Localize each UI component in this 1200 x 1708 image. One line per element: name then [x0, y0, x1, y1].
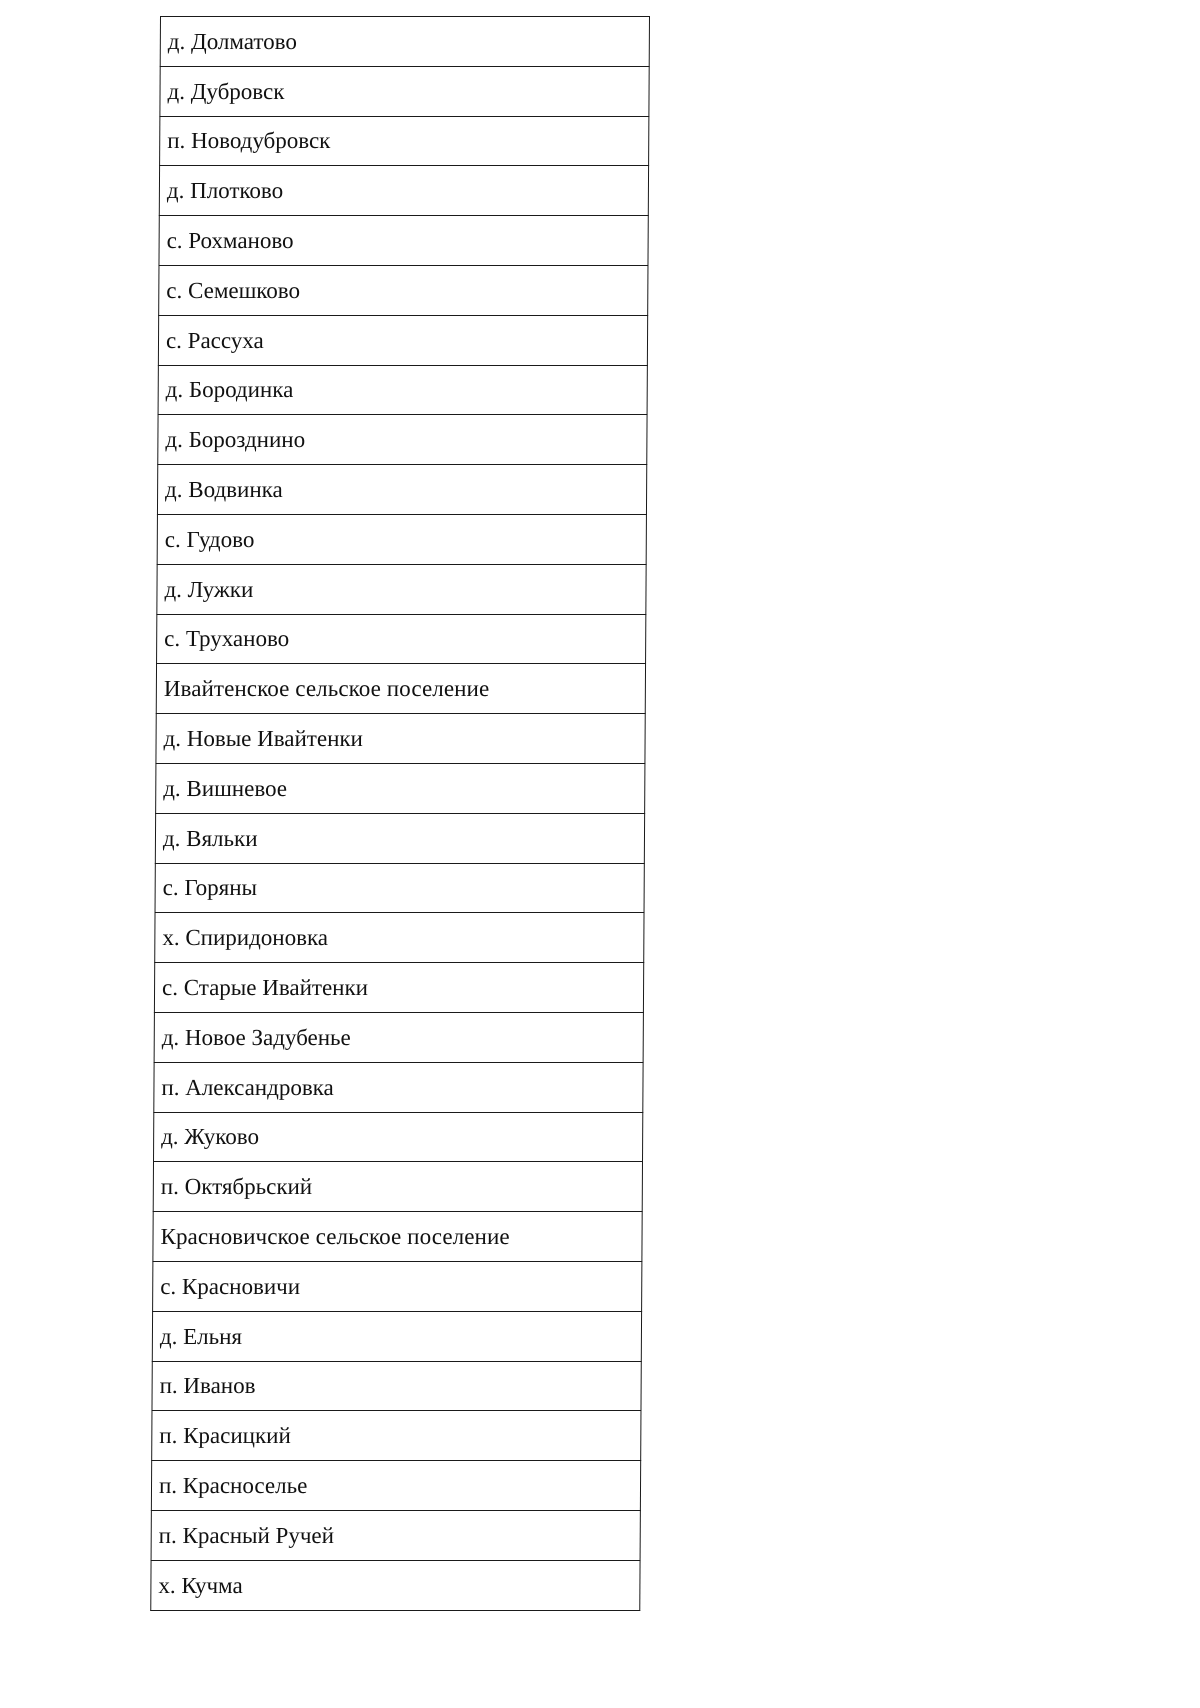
settlement-cell: д. Плотково: [159, 166, 648, 216]
settlement-cell: д. Новое Задубенье: [154, 1012, 643, 1062]
settlements-table-body: [151, 17, 650, 1611]
table-row: [154, 1062, 643, 1112]
table-row: [154, 963, 643, 1013]
settlement-cell: п. Красноселье: [151, 1461, 640, 1511]
table-row: [157, 614, 646, 664]
settlement-cell: с. Старые Ивайтенки: [154, 963, 643, 1013]
settlement-cell: с. Рассуха: [158, 315, 647, 365]
table-row: [152, 1361, 641, 1411]
table-row: [159, 166, 648, 216]
settlement-cell: д. Бородинка: [158, 365, 647, 415]
settlement-cell: п. Красицкий: [152, 1411, 641, 1461]
settlement-cell: д. Вяльки: [155, 813, 644, 863]
settlement-cell: с. Рохманово: [159, 216, 648, 266]
settlement-cell: д. Водвинка: [157, 465, 646, 515]
settlement-cell: д. Новые Ивайтенки: [156, 714, 645, 764]
table-row: [155, 913, 644, 963]
settlement-cell: д. Ельня: [152, 1311, 641, 1361]
settlement-cell: с. Гудово: [157, 514, 646, 564]
settlement-cell: д. Долматово: [160, 17, 649, 67]
table-row: [152, 1311, 641, 1361]
table-row: [160, 17, 649, 67]
table-row: [156, 664, 645, 714]
table-row: [154, 1012, 643, 1062]
table-row: [153, 1212, 642, 1262]
settlement-cell: д. Вишневое: [156, 763, 645, 813]
table-row: [153, 1162, 642, 1212]
settlement-cell: п. Красный Ручей: [151, 1510, 640, 1560]
settlement-cell: п. Иванов: [152, 1361, 641, 1411]
settlement-cell: д. Борозднино: [158, 415, 647, 465]
settlement-cell: д. Дубровск: [160, 66, 649, 116]
table-row: [158, 315, 647, 365]
settlement-cell: с. Труханово: [157, 614, 646, 664]
settlement-cell: д. Лужки: [157, 564, 646, 614]
table-row: [151, 1461, 640, 1511]
settlement-cell: х. Кучма: [151, 1560, 640, 1610]
table-row: [151, 1560, 640, 1610]
table-row: [155, 863, 644, 913]
settlement-cell: с. Горяны: [155, 863, 644, 913]
table-row: [152, 1411, 641, 1461]
settlement-cell: с. Красновичи: [153, 1261, 642, 1311]
settlement-cell: п. Октябрьский: [153, 1162, 642, 1212]
settlement-cell: с. Семешково: [159, 265, 648, 315]
table-row: [160, 116, 649, 166]
table-row: [151, 1510, 640, 1560]
section-header-cell: Красновичское сельское поселение: [153, 1212, 642, 1262]
table-row: [156, 714, 645, 764]
table-row: [157, 564, 646, 614]
table-row: [156, 763, 645, 813]
table-row: [159, 216, 648, 266]
table-row: [157, 514, 646, 564]
table-row: [158, 365, 647, 415]
table-row: [157, 465, 646, 515]
table-row: [158, 415, 647, 465]
settlement-cell: п. Александровка: [154, 1062, 643, 1112]
settlement-cell: п. Новодубровск: [160, 116, 649, 166]
table-row: [153, 1261, 642, 1311]
table-row: [159, 265, 648, 315]
table-row: [154, 1112, 643, 1162]
settlements-table: [150, 16, 650, 1611]
section-header-cell: Ивайтенское сельское поселение: [156, 664, 645, 714]
settlement-cell: х. Спиридоновка: [155, 913, 644, 963]
table-row: [160, 66, 649, 116]
settlement-cell: д. Жуково: [154, 1112, 643, 1162]
table-row: [155, 813, 644, 863]
